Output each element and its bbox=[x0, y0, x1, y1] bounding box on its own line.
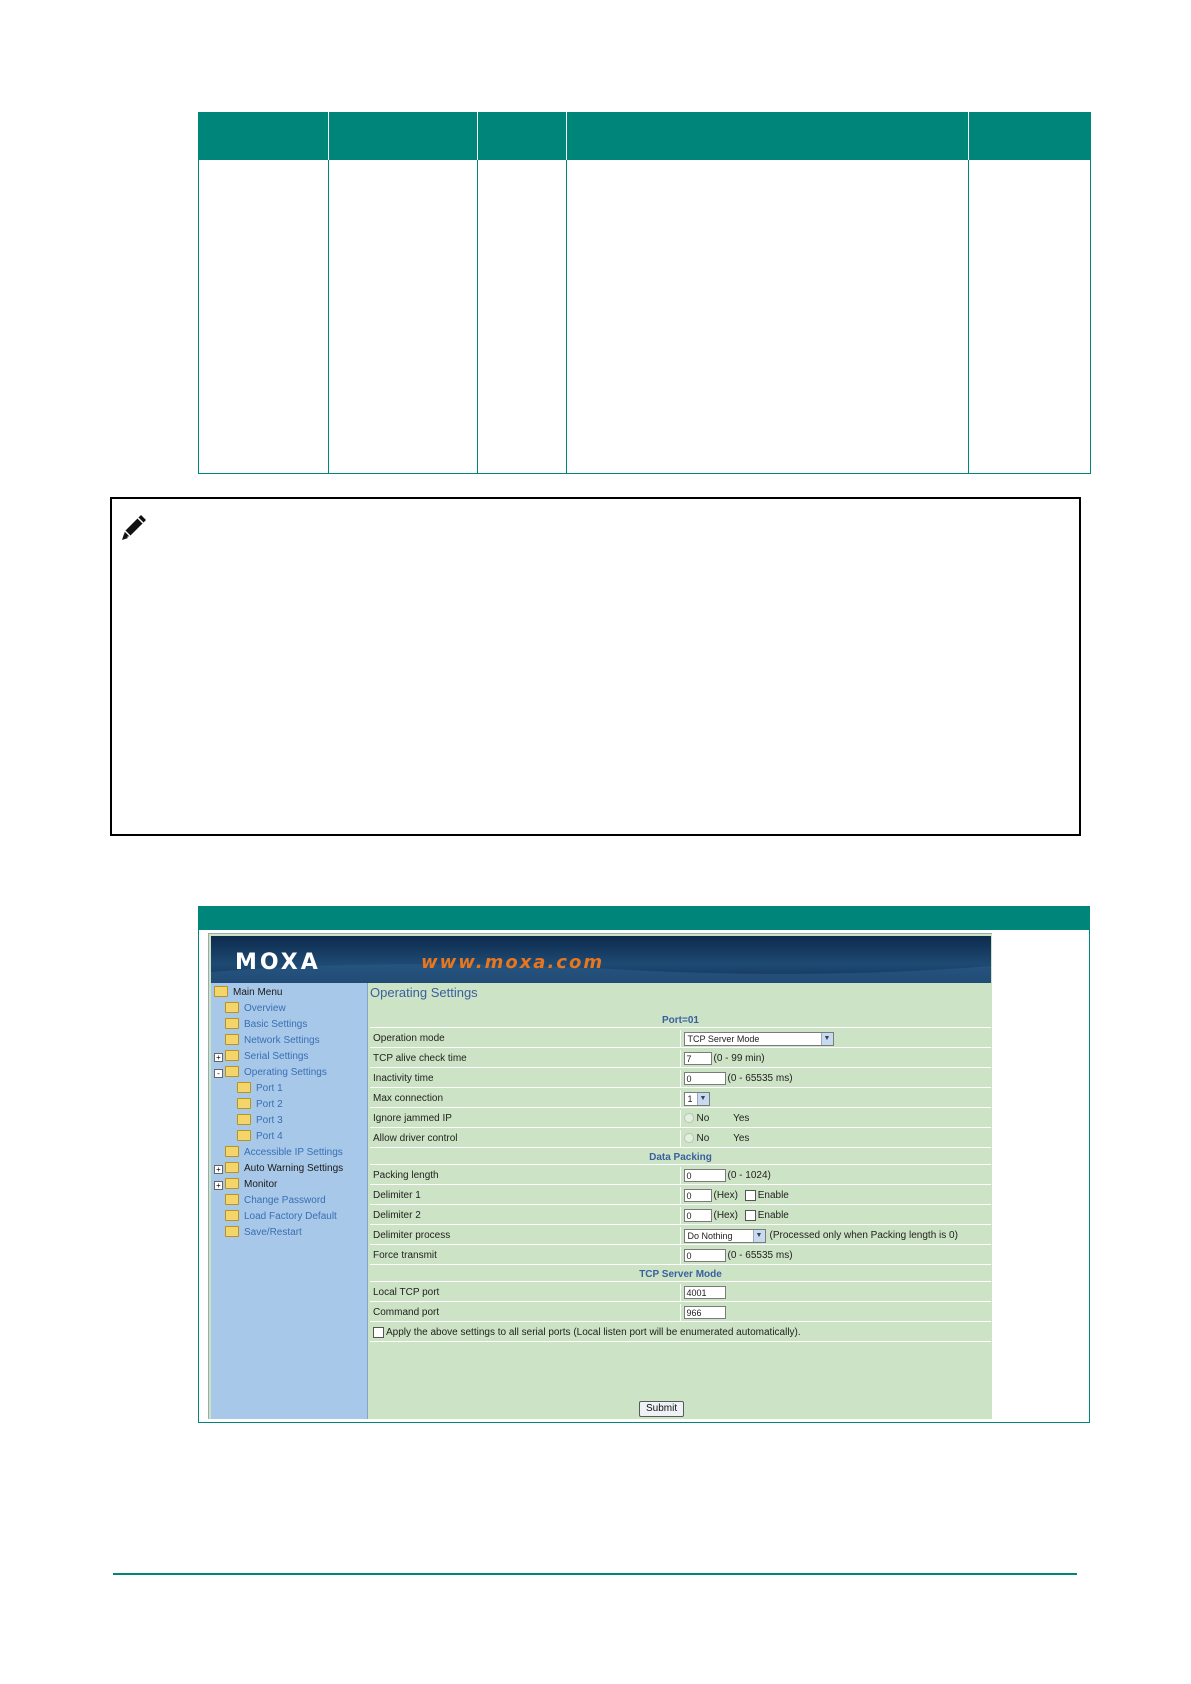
form-row-operation-mode bbox=[370, 1030, 991, 1048]
form-row-force-transmit bbox=[370, 1247, 991, 1265]
sidebar-item-operating-settings[interactable] bbox=[225, 1065, 327, 1081]
field-label: Packing length bbox=[370, 1167, 681, 1185]
packing-length-input[interactable]: 0 bbox=[684, 1169, 726, 1182]
sidebar-item-label: Main Menu bbox=[233, 987, 283, 998]
form-row-delimiter2 bbox=[370, 1207, 991, 1225]
table-cell bbox=[199, 160, 329, 474]
sidebar-item-label: Network Settings bbox=[244, 1035, 320, 1046]
expand-plus-icon[interactable]: + bbox=[214, 1053, 223, 1062]
sidebar-item-label: Operating Settings bbox=[244, 1067, 327, 1078]
max-connection-select[interactable] bbox=[684, 1092, 710, 1106]
folder-icon bbox=[225, 1226, 239, 1237]
sidebar-item-label: Overview bbox=[244, 1003, 286, 1014]
delimiter1-enable-checkbox[interactable] bbox=[745, 1190, 756, 1201]
banner bbox=[211, 936, 991, 983]
local-tcp-port-input[interactable]: 4001 bbox=[684, 1286, 726, 1299]
brand-url: www.moxa.com bbox=[421, 952, 605, 973]
sidebar-item-label: Change Password bbox=[244, 1195, 326, 1206]
field-value-cell bbox=[681, 1207, 992, 1225]
field-label: Local TCP port bbox=[370, 1284, 681, 1302]
form-row-local-tcp-port bbox=[370, 1284, 991, 1302]
field-value-cell bbox=[681, 1167, 992, 1185]
field-hint: (0 - 99 min) bbox=[713, 1053, 765, 1064]
brand-logo: MOXA bbox=[235, 950, 321, 975]
sidebar-item-label: Port 1 bbox=[256, 1083, 283, 1094]
table-header-row bbox=[199, 112, 1091, 160]
sidebar-item-overview[interactable] bbox=[225, 1001, 286, 1017]
folder-icon bbox=[225, 1178, 239, 1189]
field-label: Delimiter process bbox=[370, 1227, 681, 1245]
folder-icon bbox=[237, 1114, 251, 1125]
form-row-tcp-alive bbox=[370, 1050, 991, 1068]
folder-icon bbox=[225, 1034, 239, 1045]
operating-settings-form bbox=[370, 1011, 991, 1344]
radio-label: Yes bbox=[733, 1113, 750, 1124]
section-header-label: Port=01 bbox=[370, 1013, 991, 1028]
folder-icon bbox=[237, 1082, 251, 1093]
field-label: Allow driver control bbox=[370, 1130, 681, 1148]
table-header-cell bbox=[567, 112, 969, 160]
field-value-cell bbox=[681, 1187, 992, 1205]
sidebar-item-basic-settings[interactable] bbox=[225, 1017, 307, 1033]
tcp-alive-input[interactable]: 7 bbox=[684, 1052, 712, 1065]
section-header-tcp-server bbox=[370, 1267, 991, 1282]
sidebar-item-network-settings[interactable] bbox=[225, 1033, 320, 1049]
form-row-delimiter1 bbox=[370, 1187, 991, 1205]
apply-all-checkbox[interactable] bbox=[373, 1327, 384, 1338]
field-value-cell bbox=[681, 1227, 992, 1245]
form-row-ignore-jammed bbox=[370, 1110, 991, 1128]
field-value-cell bbox=[681, 1110, 992, 1128]
form-row-allow-driver bbox=[370, 1130, 991, 1148]
sidebar-item-auto-warning[interactable] bbox=[225, 1161, 343, 1177]
web-console-screenshot bbox=[208, 933, 992, 1419]
folder-icon bbox=[225, 1050, 239, 1061]
table-cell bbox=[478, 160, 567, 474]
form-row-packing-length bbox=[370, 1167, 991, 1185]
table-cell bbox=[567, 160, 969, 474]
field-value-cell bbox=[681, 1030, 992, 1048]
sidebar-item-change-password[interactable] bbox=[225, 1193, 326, 1209]
field-label: Ignore jammed IP bbox=[370, 1110, 681, 1128]
checkbox-label: Apply the above settings to all serial ports (Local listen port will be enumerated automatically). bbox=[386, 1327, 801, 1339]
chevron-down-icon: ▼ bbox=[821, 1033, 833, 1045]
delimiter-process-select[interactable] bbox=[684, 1229, 766, 1243]
field-label: Force transmit bbox=[370, 1247, 681, 1265]
folder-icon bbox=[225, 1194, 239, 1205]
footer-rule bbox=[113, 1573, 1077, 1575]
field-label: Max connection bbox=[370, 1090, 681, 1108]
page-title: Operating Settings bbox=[370, 985, 478, 1000]
radio-no[interactable] bbox=[684, 1133, 694, 1143]
form-row-delimiter-process bbox=[370, 1227, 991, 1245]
figure-header bbox=[198, 906, 1090, 930]
field-value-cell bbox=[681, 1304, 992, 1322]
table-header-cell bbox=[969, 112, 1091, 160]
sidebar-item-label: Port 4 bbox=[256, 1131, 283, 1142]
sidebar-item-monitor[interactable] bbox=[225, 1177, 277, 1193]
sidebar-item-port2[interactable] bbox=[237, 1097, 283, 1113]
radio-label: No bbox=[696, 1133, 710, 1144]
note-box bbox=[110, 497, 1081, 836]
field-value-cell bbox=[681, 1070, 992, 1088]
sidebar-item-label: Save/Restart bbox=[244, 1227, 302, 1238]
table-header-cell bbox=[329, 112, 478, 160]
field-label: Delimiter 1 bbox=[370, 1187, 681, 1205]
select-value: 1 bbox=[687, 1093, 693, 1104]
delimiter2-enable-checkbox[interactable] bbox=[745, 1210, 756, 1221]
sidebar-item-save-restart[interactable] bbox=[225, 1225, 302, 1241]
field-label: Delimiter 2 bbox=[370, 1207, 681, 1225]
field-hint: (0 - 65535 ms) bbox=[727, 1073, 793, 1084]
field-hint: (Hex) bbox=[713, 1190, 738, 1201]
section-header-label: TCP Server Mode bbox=[370, 1267, 991, 1282]
form-row-apply-all bbox=[370, 1324, 991, 1342]
section-header-label: Data Packing bbox=[370, 1150, 991, 1165]
table-header-cell bbox=[199, 112, 329, 160]
checkbox-label: Enable bbox=[757, 1210, 789, 1222]
folder-icon bbox=[225, 1210, 239, 1221]
field-label: Inactivity time bbox=[370, 1070, 681, 1088]
folder-icon bbox=[225, 1146, 239, 1157]
select-value: Do Nothing bbox=[687, 1230, 733, 1241]
command-port-input[interactable]: 966 bbox=[684, 1306, 726, 1319]
radio-label: Yes bbox=[733, 1133, 750, 1144]
force-transmit-input[interactable]: 0 bbox=[684, 1249, 726, 1262]
form-row-max-connection bbox=[370, 1090, 991, 1108]
field-label: Command port bbox=[370, 1304, 681, 1322]
expand-plus-icon[interactable]: + bbox=[214, 1165, 223, 1174]
field-hint: (Processed only when Packing length is 0) bbox=[769, 1230, 958, 1241]
chevron-down-icon: ▼ bbox=[753, 1230, 765, 1242]
sidebar-item-label: Serial Settings bbox=[244, 1051, 309, 1062]
folder-icon bbox=[237, 1098, 251, 1109]
field-value-cell bbox=[681, 1090, 992, 1108]
field-value-cell bbox=[681, 1050, 992, 1068]
field-value-cell bbox=[681, 1247, 992, 1265]
folder-open-icon bbox=[225, 1066, 239, 1077]
field-hint: (0 - 65535 ms) bbox=[727, 1250, 793, 1261]
parameter-table bbox=[198, 112, 1091, 474]
sidebar-item-serial-settings[interactable] bbox=[225, 1049, 308, 1065]
delimiter1-input[interactable]: 0 bbox=[684, 1189, 712, 1202]
sidebar-item-label: Port 3 bbox=[256, 1115, 283, 1126]
sidebar-item-label: Load Factory Default bbox=[244, 1211, 337, 1222]
sidebar-item-label: Auto Warning Settings bbox=[244, 1163, 344, 1174]
main-content bbox=[368, 983, 992, 1419]
form-row-command-port bbox=[370, 1304, 991, 1322]
folder-icon bbox=[225, 1018, 239, 1029]
field-label: TCP alive check time bbox=[370, 1050, 681, 1068]
folder-icon bbox=[237, 1130, 251, 1141]
sidebar bbox=[211, 983, 368, 1419]
delimiter2-input[interactable]: 0 bbox=[684, 1209, 712, 1222]
collapse-minus-icon[interactable]: - bbox=[214, 1069, 223, 1078]
sidebar-item-port1[interactable] bbox=[237, 1081, 283, 1097]
field-hint: (0 - 1024) bbox=[727, 1170, 771, 1181]
pencil-icon bbox=[117, 510, 151, 544]
field-label: Operation mode bbox=[370, 1030, 681, 1048]
sidebar-item-accessible-ip[interactable] bbox=[225, 1145, 343, 1161]
field-value-cell bbox=[681, 1130, 992, 1148]
sidebar-item-port3[interactable] bbox=[237, 1113, 283, 1129]
field-hint: (Hex) bbox=[713, 1210, 738, 1221]
sidebar-item-label: Port 2 bbox=[256, 1099, 283, 1110]
select-value: TCP Server Mode bbox=[687, 1033, 760, 1044]
section-header-port bbox=[370, 1013, 991, 1028]
radio-label: No bbox=[696, 1113, 710, 1124]
submit-button[interactable]: Submit bbox=[639, 1401, 684, 1417]
sidebar-item-load-factory-default[interactable] bbox=[225, 1209, 337, 1225]
sidebar-item-label: Accessible IP Settings bbox=[244, 1147, 343, 1158]
chevron-down-icon: ▼ bbox=[697, 1093, 709, 1105]
folder-icon bbox=[225, 1162, 239, 1173]
expand-plus-icon[interactable]: + bbox=[214, 1181, 223, 1190]
table-cell bbox=[329, 160, 478, 474]
field-value-cell bbox=[681, 1284, 992, 1302]
form-row-inactivity bbox=[370, 1070, 991, 1088]
operation-mode-select[interactable] bbox=[684, 1032, 834, 1046]
table-cell bbox=[969, 160, 1091, 474]
apply-all-cell bbox=[370, 1324, 991, 1342]
section-header-data-packing bbox=[370, 1150, 991, 1165]
sidebar-item-main-menu[interactable] bbox=[214, 985, 282, 1001]
sidebar-item-label: Basic Settings bbox=[244, 1019, 308, 1030]
checkbox-label: Enable bbox=[757, 1190, 789, 1202]
folder-icon bbox=[214, 986, 228, 997]
table-header-cell bbox=[478, 112, 567, 160]
radio-no[interactable] bbox=[684, 1113, 694, 1123]
sidebar-item-label: Monitor bbox=[244, 1179, 278, 1190]
sidebar-item-port4[interactable] bbox=[237, 1129, 283, 1145]
folder-icon bbox=[225, 1002, 239, 1013]
inactivity-input[interactable]: 0 bbox=[684, 1072, 726, 1085]
table-row bbox=[199, 160, 1091, 474]
